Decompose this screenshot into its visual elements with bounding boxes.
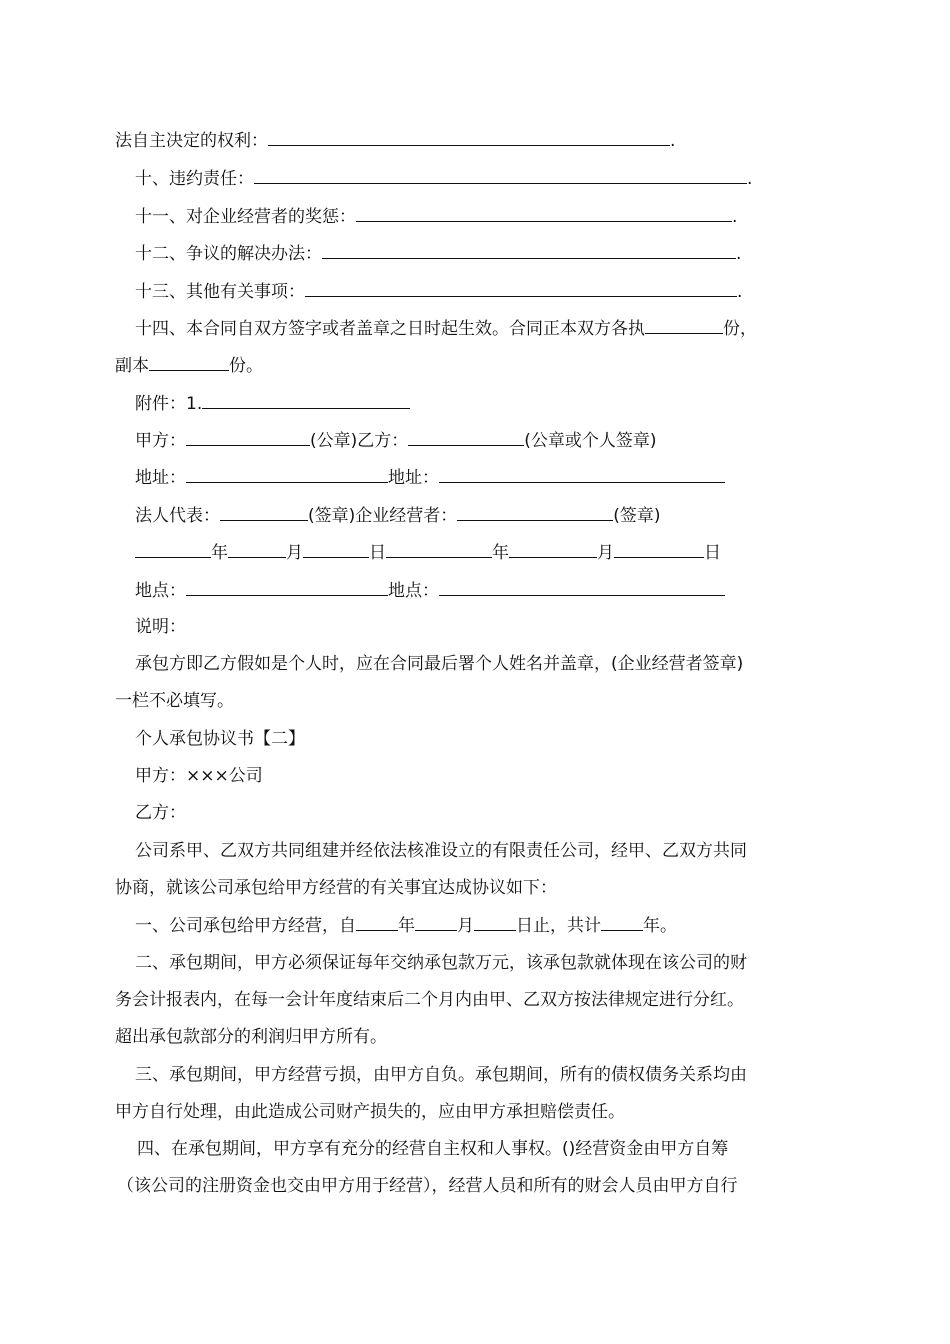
paragraph-line	[135, 839, 860, 863]
fill-blank	[356, 913, 398, 931]
clause-text: 法自主决定的权利：	[115, 131, 268, 151]
fill-blank	[186, 428, 310, 446]
paragraph-text: 二、承包期间，甲方必须保证每年交纳承包款万元，该承包款就体现在该公司的财	[135, 953, 747, 973]
clause-10	[135, 166, 860, 191]
fill-blank	[439, 578, 725, 596]
paragraph-line	[117, 1174, 842, 1198]
party-a-label: 甲方：	[135, 431, 186, 451]
month-label: 月	[597, 543, 614, 563]
paragraph-text: （该公司的注册资金也交由甲方用于经营），经营人员和所有的财会人员由甲方自行	[117, 1176, 738, 1196]
period: .	[670, 131, 676, 151]
paragraph-text: 超出承包款部分的利润归甲方所有。	[115, 1027, 387, 1047]
party-b-label: (公章)乙方：	[310, 431, 409, 451]
paragraph-line	[135, 951, 860, 975]
fill-blank	[186, 578, 388, 596]
clause-text: 年。	[643, 916, 677, 936]
address-label: 地址：	[388, 468, 439, 488]
fill-blank	[186, 465, 388, 483]
note-heading	[135, 615, 860, 639]
fill-blank	[614, 540, 704, 558]
fill-blank	[303, 540, 369, 558]
date-line	[135, 540, 860, 565]
clause-text: 月	[457, 916, 474, 936]
paragraph-line	[135, 652, 860, 676]
year-label: 年	[211, 543, 228, 563]
attachment-line	[135, 391, 860, 416]
place-line	[135, 578, 860, 603]
party-a-text: 甲方：×××公司	[135, 766, 263, 786]
party-b-line	[135, 801, 860, 825]
fill-blank	[356, 204, 732, 222]
day-label: 日	[369, 543, 386, 563]
period: .	[732, 207, 738, 227]
day-label: 日	[704, 543, 721, 563]
clause-text: 日止，共计	[516, 916, 601, 936]
paragraph-text: 承包方即乙方假如是个人时，应在合同最后署个人姓名并盖章，(企业经营者签章)	[135, 654, 744, 674]
period: .	[736, 244, 742, 264]
seal-note: (签章)	[613, 506, 661, 526]
fill-blank	[509, 540, 597, 558]
fill-blank	[439, 465, 725, 483]
clause-text: 十、违约责任：	[135, 169, 254, 189]
fill-blank	[645, 316, 723, 334]
clause-text: 十一、对企业经营者的奖惩：	[135, 207, 356, 227]
paragraph-text: 协商，就该公司承包给甲方经营的有关事宜达成协议如下：	[115, 878, 557, 898]
place-label: 地点：	[388, 581, 439, 601]
clause-text: 份。	[229, 356, 263, 376]
paragraph-text: 公司系甲、乙双方共同组建并经依法核准设立的有限责任公司，经甲、乙双方共同	[135, 841, 747, 861]
fill-blank	[135, 540, 211, 558]
clause-text: 十四、本合同自双方签字或者盖章之日时起生效。合同正本双方各执	[135, 319, 645, 339]
fill-blank	[228, 540, 286, 558]
clause-text: 一、公司承包给甲方经营，自	[135, 916, 356, 936]
fill-blank	[322, 241, 736, 259]
paragraph-line	[115, 988, 840, 1012]
address-line	[135, 465, 860, 490]
term-clause-line	[135, 913, 860, 938]
fill-blank	[386, 540, 492, 558]
clause-text: 年	[398, 916, 415, 936]
address-label: 地址：	[135, 468, 186, 488]
clause-autonomy-rights	[115, 128, 840, 153]
fill-blank	[268, 128, 670, 146]
paragraph-line	[115, 1025, 840, 1049]
paragraph-text: 一栏不必填写。	[115, 691, 234, 711]
fill-blank	[408, 428, 524, 446]
party-a-line	[135, 764, 860, 788]
operator-label: (签章)企业经营者：	[308, 506, 458, 526]
month-label: 月	[286, 543, 303, 563]
party-signature-line	[135, 428, 860, 453]
year-label: 年	[492, 543, 509, 563]
paragraph-line	[115, 689, 840, 713]
fill-blank	[202, 391, 410, 409]
fill-blank	[474, 913, 516, 931]
fill-blank	[415, 913, 457, 931]
attachment-label: 附件：1.	[135, 394, 203, 414]
fill-blank	[601, 913, 643, 931]
fill-blank	[457, 503, 613, 521]
fill-blank	[149, 353, 229, 371]
party-b-text: 乙方：	[135, 803, 186, 823]
clause-text: 份，	[723, 319, 757, 339]
fill-blank	[220, 503, 308, 521]
paragraph-text: 务会计报表内，在每一会计年度结束后二个月内由甲、乙双方按法律规定进行分红。	[115, 990, 744, 1010]
clause-text: 副本	[115, 356, 149, 376]
paragraph-line	[115, 876, 840, 900]
clause-text: 十二、争议的解决办法：	[135, 244, 322, 264]
fill-blank	[305, 279, 737, 297]
clause-14-copies	[115, 353, 840, 378]
paragraph-text: 甲方自行处理，由此造成公司财产损失的，应由甲方承担赔偿责任。	[115, 1102, 625, 1122]
fill-blank	[254, 166, 747, 184]
paragraph-line	[115, 1100, 840, 1124]
paragraph-text: 三、承包期间，甲方经营亏损，由甲方自负。承包期间，所有的债权债务关系均由	[135, 1065, 747, 1085]
clause-13	[135, 279, 860, 304]
clause-11	[135, 204, 860, 229]
paragraph-text: 四、在承包期间，甲方享有充分的经营自主权和人事权。()经营资金由甲方自筹	[137, 1139, 729, 1159]
paragraph-line	[137, 1137, 862, 1161]
paragraph-line	[135, 1063, 860, 1087]
clause-12	[135, 241, 860, 266]
clause-14	[135, 316, 860, 341]
period: .	[747, 169, 753, 189]
section-title	[135, 727, 860, 751]
seal-note: (公章或个人签章)	[524, 431, 657, 451]
legal-rep-label: 法人代表：	[135, 506, 220, 526]
place-label: 地点：	[135, 581, 186, 601]
agreement-title: 个人承包协议书【二】	[135, 729, 305, 749]
note-label: 说明：	[135, 617, 186, 637]
legal-rep-line	[135, 503, 860, 528]
clause-text: 十三、其他有关事项：	[135, 282, 305, 302]
period: .	[737, 282, 743, 302]
